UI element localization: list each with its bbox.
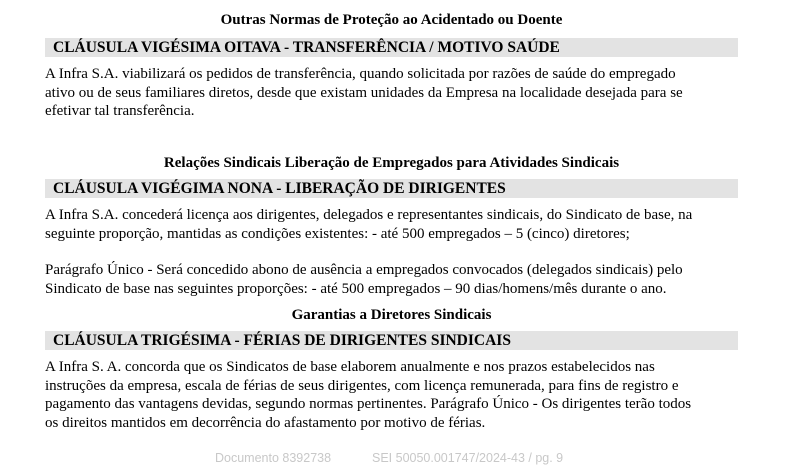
paragraph-line: instruções da empresa, escala de férias de seus dirigentes, com licença remunerada, para fins de registro e — [45, 377, 679, 394]
clause-28-paragraph — [45, 65, 745, 121]
paragraph-line: efetivar tal transferência. — [45, 103, 195, 119]
paragraph-line: os direitos mantidos em decorrência do afastamento por motivo de férias. — [45, 414, 486, 431]
paragraph-line: pagamento das vantagens devidas, segundo normas pertinentes. Parágrafo Único - Os dirigentes terão todos — [45, 396, 692, 412]
clause-29-paragraph — [45, 206, 745, 243]
section-heading-relacoes-sindicais: Relações Sindicais Liberação de Empregados para Atividades Sindicais — [163, 155, 620, 171]
clause-29-paragrafo-unico — [45, 261, 745, 298]
footer-sei-reference: SEI 50050.001747/2024-43 / pg. 9 — [372, 451, 564, 465]
clause-30-paragraph — [45, 358, 745, 432]
clause-title-28: CLÁUSULA VIGÉSIMA OITAVA - TRANSFERÊNCIA / MOTIVO SAÚDE — [45, 38, 738, 57]
paragraph-line: Sindicato de base nas seguintes proporções: - até 500 empregados – 90 dias/homens/mês durante o ano. — [45, 280, 667, 297]
clause-title-30: CLÁUSULA TRIGÉSIMA - FÉRIAS DE DIRIGENTES SINDICAIS — [45, 331, 738, 350]
paragraph-line: A Infra S.A. concederá licença aos dirigentes, delegados e representantes sindicais, do Sindicato de base, na — [45, 207, 693, 223]
section-heading-garantias: Garantias a Diretores Sindicais — [291, 307, 492, 323]
clause-title-29: CLÁUSULA VIGÉGIMA NONA - LIBERAÇÃO DE DIRIGENTES — [45, 179, 738, 198]
paragraph-line: Parágrafo Único - Será concedido abono de ausência a empregados convocados (delegados sindicais) pelo — [45, 262, 683, 278]
paragraph-line: ativo ou de seus familiares diretos, desde que existam unidades da Empresa na localidade desejada para se — [45, 84, 683, 101]
page-footer — [0, 451, 788, 467]
paragraph-line: seguinte proporção, mantidas as condições existentes: - até 500 empregados – 5 (cinco) diretores; — [45, 225, 630, 242]
footer-document-number: Documento 8392738 — [215, 451, 332, 465]
section-heading-protecao: Outras Normas de Proteção ao Acidentado ou Doente — [220, 12, 563, 28]
paragraph-line: A Infra S. A. concorda que os Sindicatos de base elaborem anualmente e nos prazos estabelecidos nas — [45, 359, 655, 375]
paragraph-line: A Infra S.A. viabilizará os pedidos de transferência, quando solicitada por razões de saúde do empregado — [45, 66, 676, 82]
